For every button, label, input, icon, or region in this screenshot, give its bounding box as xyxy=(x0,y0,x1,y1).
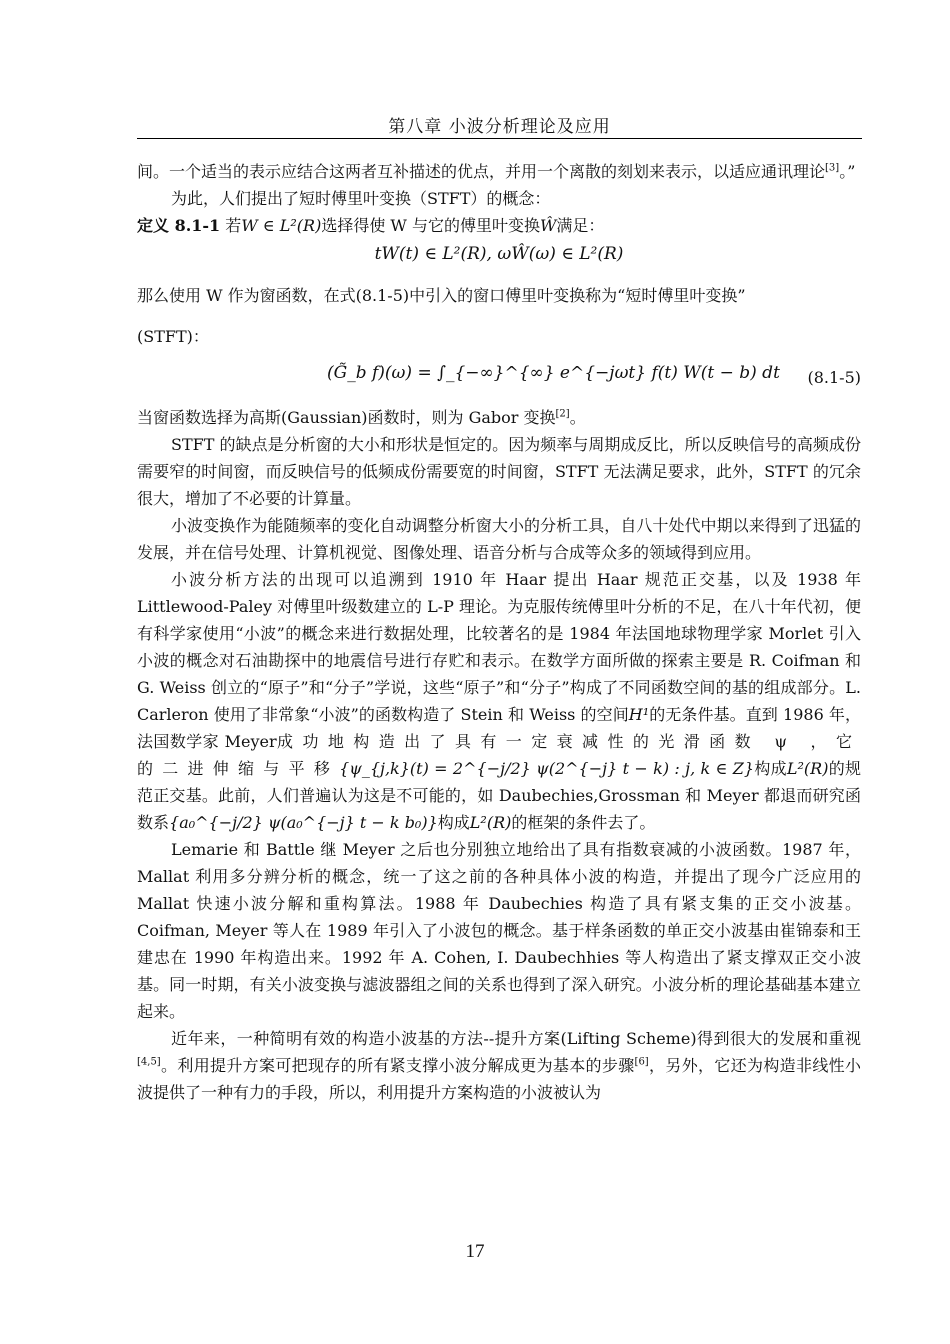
text: 若 xyxy=(225,216,242,235)
text: 的规范正交基。此前，人们普遍认为这是不可能的，如 Daubechies,Grossman 和 Meyer 都退而研究函数系 xyxy=(137,759,861,832)
text: 选择得使 W 与它的傅里叶变换 xyxy=(321,216,540,235)
spacer xyxy=(137,268,861,282)
text: 近年来，一种简明有效的构造小波基的方法--提升方案(Lifting Scheme)得到很大的发展和重视 xyxy=(171,1029,861,1048)
citation: [6] xyxy=(634,1056,649,1068)
paragraph-wavelet-transform: 小波变换作为能随频率的变化自动调整分析窗大小的分析工具，自八十处代中期以来得到了迅猛的发展，并在信号处理、计算机视觉、图像处理、语音分析与合成等众多的领域得到应用。 xyxy=(137,516,861,562)
paragraph-development: Lemarie 和 Battle 继 Meyer 之后也分别独立地给出了具有指数衰减的小波函数。1987 年，Mallat 利用多分辨分析的概念，统一了这之前的各种具体小波的构造，并提出了现今广泛应用的 Mallat 快速小波分解和重构算法。1988 年 Daubechies 构造了具有紧支集的正交小波基。Coifman, Meyer 等人在 1989 年引入了小波包的概念。基于样条函数的单正交小波基由崔锦泰和王建忠在 1990 年构造出来。1992 年 A. Cohen, I. Daubechhies 等人构造出了紧支撑双正交小波基。同一时期，有关小波变换与滤波器组之间的关系也得到了深入研究。小波分析的理论基础基本建立起来。 xyxy=(137,840,861,1021)
math-inline: {a₀^{−j/2} ψ(a₀^{−j} t − k b₀)} xyxy=(169,813,438,832)
text: 满足： xyxy=(556,216,605,235)
paragraph-lifting xyxy=(137,1025,861,1106)
citation: [2] xyxy=(555,408,570,420)
text: 。” xyxy=(839,162,856,181)
math-inline: Ŵ xyxy=(539,216,557,235)
text: 小波分析方法的出现可以追溯到 1910 年 Haar 提出 Haar 规范正交基，以及 1938 年 Littlewood-Paley 对傅里叶级数建立的 L-P 理论。为克服传统傅里叶分析的不足，在八十年代初，便有科学家使用“小波”的概念来进行数据处理，比较著名的是 1984 年法国地球物理学家 Morlet 引入小波的概念对石油勘探中的地震信号进行存贮和表示。在数学方面所做的探索主要是 R. Coifman 和 G. Weiss 创立的“原子”和“分子”学说，这些“原子”和“分子”构成了不同函数空间的基的组成部分。L. Carleron 使用了非常象“小波”的函数构造了 Stein 和 Weiss 的空间 xyxy=(137,570,861,724)
paragraph-window: 那么使用 W 作为窗函数，在式(8.1-5)中引入的窗口傅里叶变换称为“短时傅里叶变换” xyxy=(137,286,746,305)
definition xyxy=(137,212,861,239)
text: 当窗函数选择为高斯(Gaussian)函数时，则为 Gabor 变换 xyxy=(137,408,556,427)
page-number: 17 xyxy=(465,1241,485,1262)
paragraph-gabor xyxy=(137,404,861,431)
header-rule xyxy=(137,138,862,139)
page-body xyxy=(137,158,861,1106)
paragraph-stft-drawbacks: STFT 的缺点是分析窗的大小和形状是恒定的。因为频率与周期成反比，所以反映信号的高频成份需要窄的时间窗，而反映信号的低频成份需要宽的时间窗，STFT 无法满足要求，此外，STFT 的冗余很大，增加了不必要的计算量。 xyxy=(137,435,861,508)
text: 的无条件基。直到 1986 年，法国数学家 Meyer xyxy=(137,705,861,751)
condition-formula: tW(t) ∈ L²(R), ωŴ(ω) ∈ L²(R) xyxy=(374,244,624,264)
math-inline: W ∈ L²(R) xyxy=(241,216,322,235)
spacer xyxy=(137,309,861,323)
equation-8-1-5 xyxy=(137,350,861,404)
math-inline: L²(R) xyxy=(469,813,512,832)
equation-number: (8.1-5) xyxy=(807,368,861,387)
text: 。利用提升方案可把现存的所有紧支撑小波分解成更为基本的步骤 xyxy=(160,1056,635,1075)
text: 。 xyxy=(569,408,586,427)
math-inline: L²(R) xyxy=(786,759,829,778)
paragraph-window-cont: (STFT)： xyxy=(137,327,209,346)
math-inline: H¹ xyxy=(628,705,650,724)
citation: [3] xyxy=(825,162,840,174)
equation-formula: (G̃_b f)(ω) = ∫_{−∞}^{∞} e^{−jωt} f(t) W(t − b) dt xyxy=(327,363,780,383)
paragraph-stft-intro: 为此，人们提出了短时傅里叶变换（STFT）的概念： xyxy=(171,189,551,208)
citation: [4,5] xyxy=(137,1056,161,1068)
paragraph-continuation xyxy=(137,158,861,185)
page-header: 第八章 小波分析理论及应用 xyxy=(388,117,611,137)
text: 构成 xyxy=(437,813,470,832)
text: 的框架的条件去了。 xyxy=(511,813,656,832)
text: 间。一个适当的表示应结合这两者互补描述的优点，并用一个离散的刻划来表示，以适应通讯理论 xyxy=(137,162,826,181)
definition-label: 定义 8.1-1 xyxy=(137,216,221,235)
text: ，另外，它还为构造非线性小波提供了一种有力的手段，所以，利用提升方案构造的小波被认为 xyxy=(137,1056,861,1102)
math-inline: {ψ_{j,k}(t) = 2^{−j/2} ψ(2^{−j} t − k) : j, k ∈ Z} xyxy=(339,759,755,778)
paragraph-history xyxy=(137,566,861,836)
text: 构成 xyxy=(754,759,787,778)
text: 成功地构造出了具有一定衰减性的光滑函数 ψ ，它的二进伸缩与平移 xyxy=(137,732,861,778)
